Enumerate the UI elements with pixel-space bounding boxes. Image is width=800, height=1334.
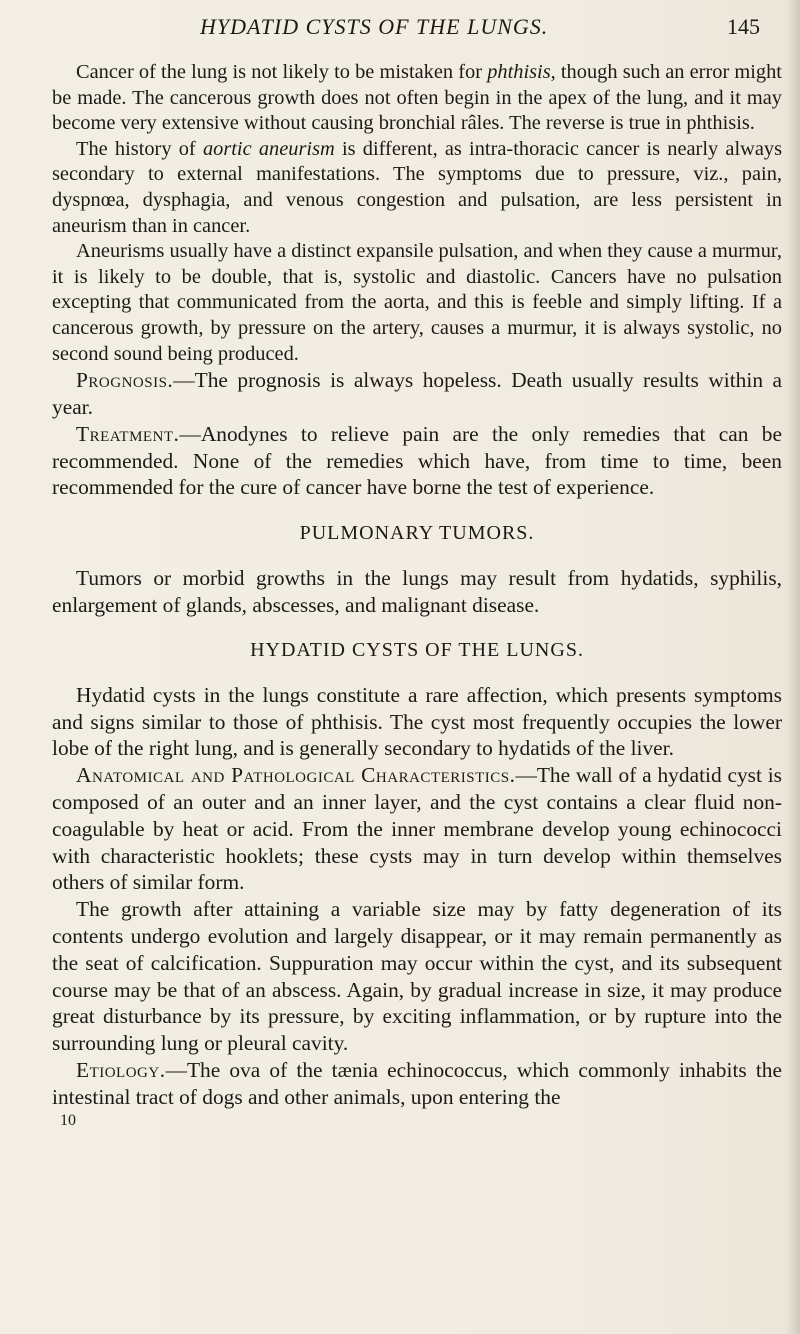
prognosis-label: Prognosis. [76,368,174,393]
paragraph-etiology: Etiology.—The ova of the tænia echinococcus, which commonly inhabits the intestinal tract of dogs and other animals, upon entering the [52,1058,782,1109]
signature-mark: 10 [60,1111,76,1129]
paragraph-cancer-vs-phthisis: Cancer of the lung is not likely to be mistaken for phthisis, though such an error might be made. The cancerous growth does not often begin in the apex of the lung, and it may become very extensive without causing bronchial râles. The reverse is true in phthisis. [52,61,782,135]
treatment-label: Treatment. [76,421,180,446]
page-edge-shadow [786,0,800,1334]
running-head: HYDATID CYSTS OF THE LUNGS. [200,14,549,39]
paragraph-pulmonary-tumors: Tumors or morbid growths in the lungs may result from hydatids, syphilis, enlargement of glands, abscesses, and malignant disease. [52,565,782,617]
paragraph-hydatid-intro: Hydatid cysts in the lungs constitute a rare affection, which presents symptoms and signs similar to those of phthisis. The cyst most frequently occupies the lower lobe of the right lung, and is generally secondary to hydatids of the liver. [52,682,782,761]
paragraph-prognosis: Prognosis.—The prognosis is always hopeless. Death usually results within a year. [52,368,782,419]
section-heading-pulmonary-tumors: PULMONARY TUMORS. [299,522,535,545]
paragraph-treatment: Treatment.—Anodynes to relieve pain are the only remedies that can be recommended. None of the remedies which have, from time to time, been recommended for the cure of cancer have borne the test of experience. [52,421,782,500]
section-heading-hydatid-cysts: HYDATID CYSTS OF THE LUNGS. [250,639,584,662]
paragraph-anatomical-characteristics: Anatomical and Pathological Characteristics.—The wall of a hydatid cyst is composed of an outer and an inner layer, and the cyst contains a clear fluid non-coagulable by heat or acid. From the inner membrane develop young echinococci with characteristic hooklets; these cysts may in turn develop within themselves others of similar form. [52,763,782,895]
paragraph-aneurism-pulsation: Aneurisms usually have a distinct expansile pulsation, and when they cause a murmur, it is likely to be double, that is, systolic and diastolic. Cancers have no pulsation excepting that communicated from the aorta, and this is feeble and simply lifting. If a cancerous growth, by pressure on the artery, causes a murmur, it is always systolic, no second sound being produced. [52,240,782,365]
paragraph-growth-course: The growth after attaining a variable size may by fatty degeneration of its contents undergo evolution and largely disappear, or it may remain permanently as the seat of calcification. Suppuration may occur within the cyst, and its subsequent course may be that of an abscess. Again, by gradual increase in size, it may produce great disturbance by its pressure, by exciting inflammation, or by rupture into the surrounding lung or pleural cavity. [52,897,782,1056]
etiology-label: Etiology. [76,1058,166,1083]
page-text [52,60,782,1131]
paragraph-aortic-aneurism: The history of aortic aneurism is different, as intra-thoracic cancer is nearly always secondary to external manifestations. The symptoms due to pressure, viz., pain, dyspnœa, dysphagia, and venous congestion and pulsation, are less persistent in aneurism than in cancer. [52,137,783,237]
anatomical-label: Anatomical and Pathological Characteristics. [76,763,516,788]
page-header [200,14,760,44]
page-number: 145 [727,14,760,39]
